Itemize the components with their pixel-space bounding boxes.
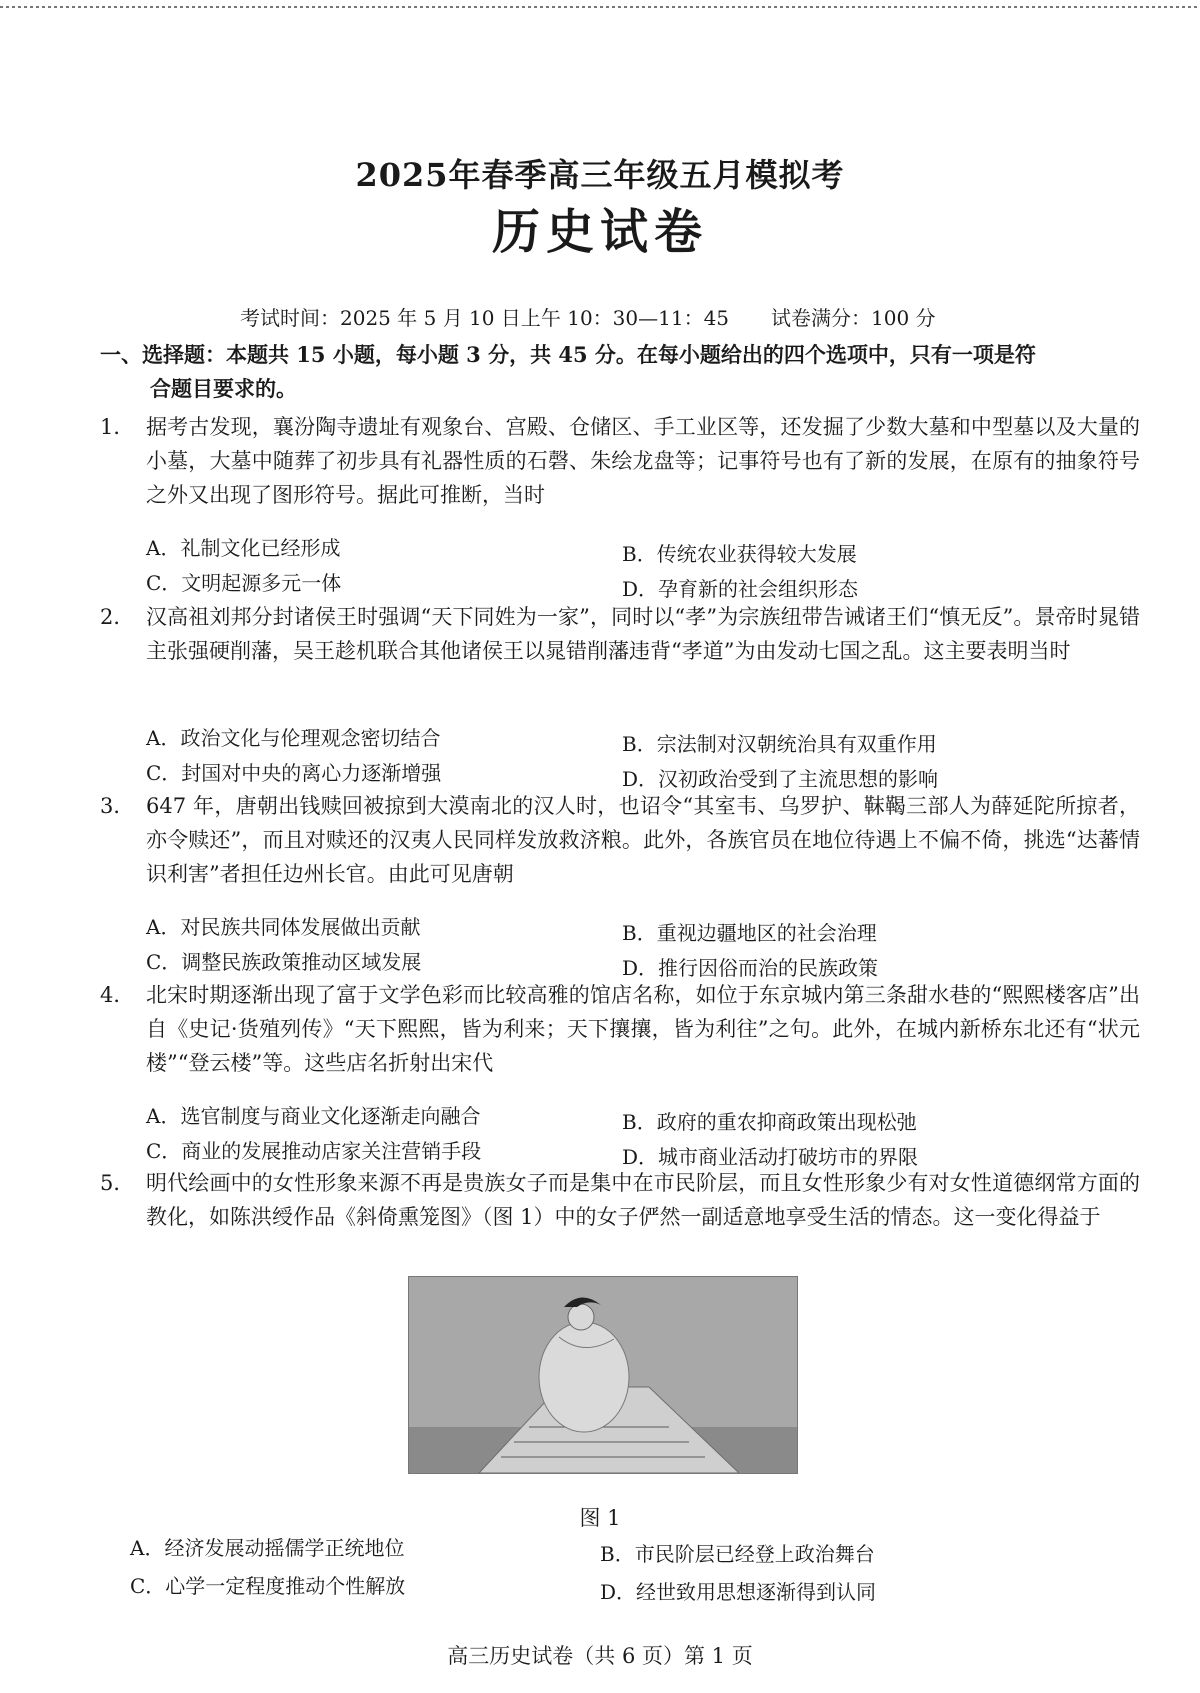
option-a: A．政治文化与伦理观念密切结合 <box>146 726 441 750</box>
question-stem: 647 年，唐朝出钱赎回被掠到大漠南北的汉人时，也诏令“其室韦、乌罗护、靺鞨三部人为薛延陀所掠者，亦令赎还”，而且对赎还的汉夷人民同样发放救济粮。此外，各族官员在地位待遇上不偏不倚，挑选“达蕃情识利害”者担任边州长官。由此可见唐朝 <box>146 794 1140 886</box>
option-b: B．传统农业获得较大发展 <box>622 542 857 566</box>
question-5 <box>100 1166 1140 1234</box>
option-b: B．市民阶层已经登上政治舞台 <box>600 1542 875 1566</box>
option-d: D．孕育新的社会组织形态 <box>622 577 859 601</box>
option-c: C．封国对中央的离心力逐渐增强 <box>146 761 442 785</box>
full-score: 试卷满分：100 分 <box>771 306 936 330</box>
question-stem: 据考古发现，襄汾陶寺遗址有观象台、宫殿、仓储区、手工业区等，还发掘了少数大墓和中型墓以及大量的小墓，大墓中随葬了初步具有礼器性质的石磬、朱绘龙盘等；记事符号也有了新的发展，在原有的抽象符号之外又出现了图形符号。据此可推断，当时 <box>146 415 1140 507</box>
question-stem: 明代绘画中的女性形象来源不再是贵族女子而是集中在市民阶层，而且女性形象少有对女性道德纲常方面的教化，如陈洪绶作品《斜倚熏笼图》（图 1）中的女子俨然一副适意地享受生活的情态。这一变化得益于 <box>146 1171 1140 1229</box>
option-a: A．经济发展动摇儒学正统地位 <box>130 1536 405 1560</box>
option-d: D．城市商业活动打破坊市的界限 <box>622 1145 919 1169</box>
question-number: 5． <box>100 1171 135 1195</box>
option-b: B．政府的重农抑商政策出现松弛 <box>622 1110 917 1134</box>
question-stem: 汉高祖刘邦分封诸侯王时强调“天下同姓为一家”，同时以“孝”为宗族纽带告诫诸王们“慎无反”。景帝时晁错主张强硬削藩，吴王趁机联合其他诸侯王以晁错削藩违背“孝道”为由发动七国之乱。这主要表明当时 <box>146 605 1140 663</box>
option-a: A．选官制度与商业文化逐渐走向融合 <box>146 1104 481 1128</box>
option-c: C．文明起源多元一体 <box>146 571 342 595</box>
question-number: 1． <box>100 415 135 439</box>
question-number: 3． <box>100 794 135 818</box>
option-d: D．汉初政治受到了主流思想的影响 <box>622 767 939 791</box>
option-c: C．调整民族政策推动区域发展 <box>146 950 422 974</box>
exam-title: 2025年春季高三年级五月模拟考 <box>355 156 845 194</box>
question-1 <box>100 410 1140 512</box>
question-2 <box>100 600 1140 668</box>
option-d: D．经世致用思想逐渐得到认同 <box>600 1580 877 1604</box>
question-4 <box>100 978 1140 1080</box>
option-d: D．推行因俗而治的民族政策 <box>622 956 879 980</box>
question-stem: 北宋时期逐渐出现了富于文学色彩而比较高雅的馆店名称，如位于东京城内第三条甜水巷的“熙熙楼客店”出自《史记·货殖列传》“天下熙熙，皆为利来；天下攘攘，皆为利往”之句。此外，在城内新桥东北还有“状元楼”“登云楼”等。这些店名折射出宋代 <box>146 983 1140 1075</box>
exam-meta <box>240 302 936 331</box>
option-a: A．对民族共同体发展做出贡献 <box>146 915 421 939</box>
section-heading-line2: 合题目要求的。 <box>150 376 297 401</box>
option-b: B．重视边疆地区的社会治理 <box>622 921 877 945</box>
question-number: 4． <box>100 983 135 1007</box>
section-heading-line1: 一、选择题：本题共 15 小题，每小题 3 分，共 45 分。在每小题给出的四个选项中，只有一项是符 <box>100 342 1036 367</box>
scan-top-border <box>0 6 1200 8</box>
exam-time: 考试时间：2025 年 5 月 10 日上午 10：30—11：45 <box>240 306 730 330</box>
option-c: C．心学一定程度推动个性解放 <box>130 1574 406 1598</box>
figure-painting <box>408 1276 798 1474</box>
question-3 <box>100 789 1140 891</box>
exam-subject-title: 历史试卷 <box>491 204 708 260</box>
section-heading <box>100 338 1140 406</box>
figure-caption: 图 1 <box>579 1506 621 1530</box>
option-b: B．宗法制对汉朝统治具有双重作用 <box>622 732 937 756</box>
option-c: C．商业的发展推动店家关注营销手段 <box>146 1139 482 1163</box>
option-a: A．礼制文化已经形成 <box>146 536 341 560</box>
page-footer: 高三历史试卷（共 6 页）第 1 页 <box>447 1644 753 1668</box>
painting-illustration <box>409 1277 797 1473</box>
question-number: 2． <box>100 605 135 629</box>
